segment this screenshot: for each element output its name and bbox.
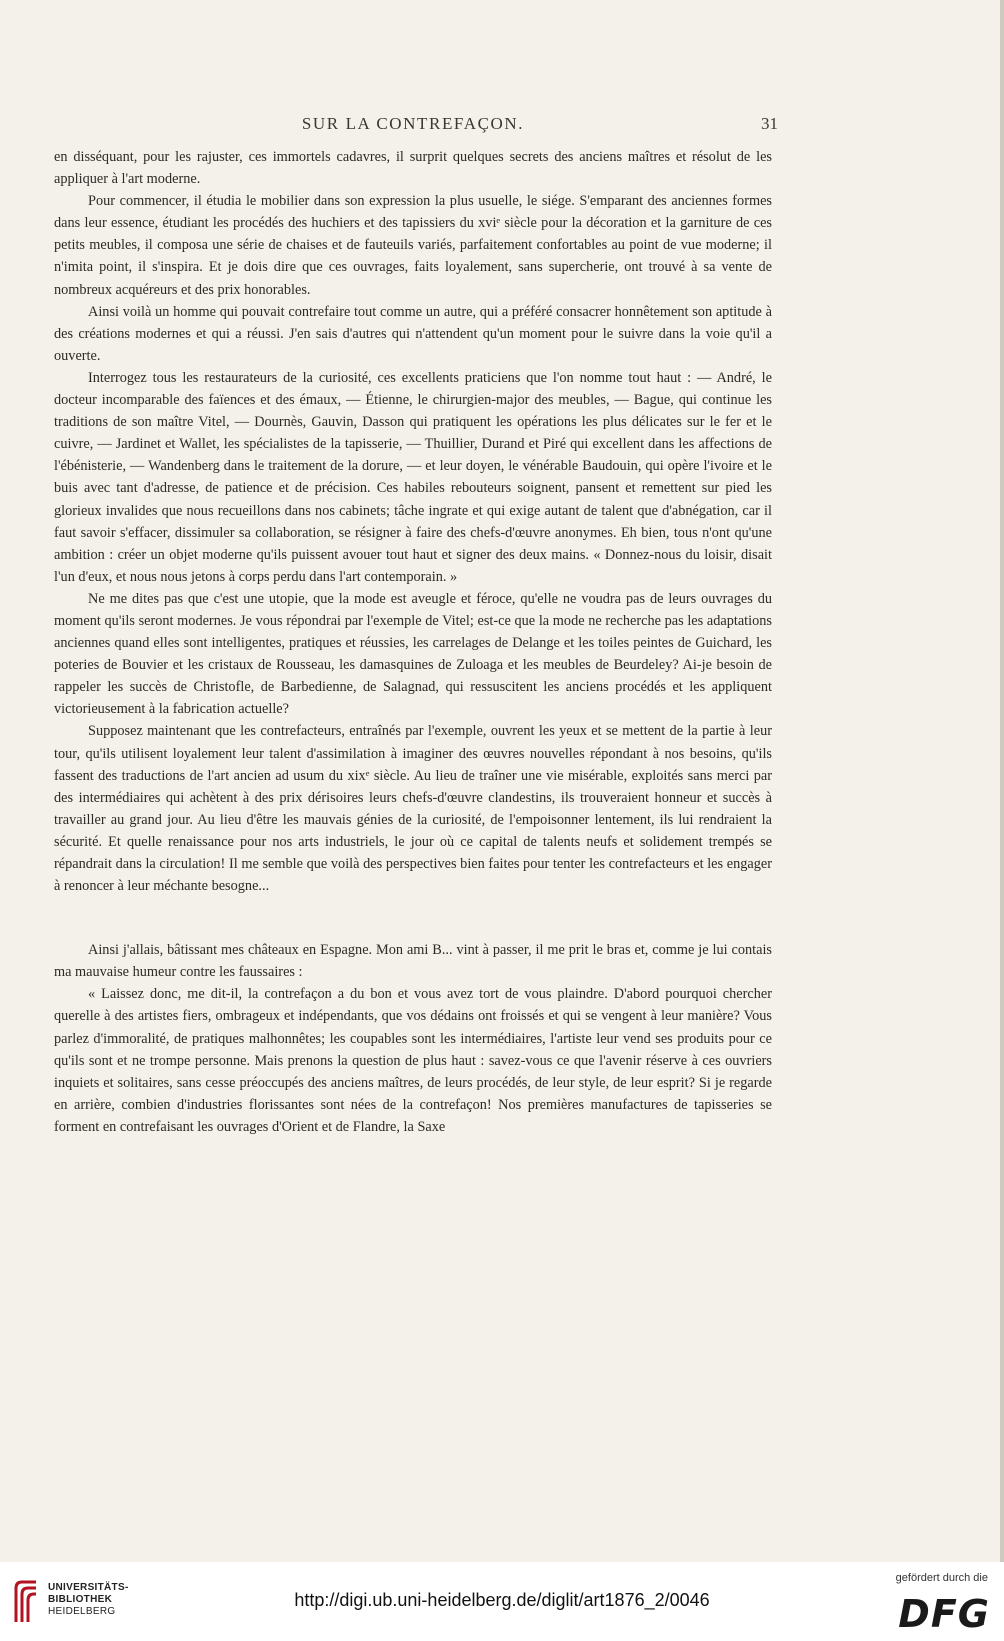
paragraph: Ainsi voilà un homme qui pouvait contrefaire tout comme un autre, qui a préféré consacrer honnêtement son aptitude à des créations modernes et qui a réussi. J'en sais d'autres qui n'attendent qu'un moment pour le suivre dans la voie qu'il a ouverte. bbox=[54, 303, 772, 364]
page-number: 31 bbox=[761, 114, 778, 133]
funded-by-label: gefördert durch die bbox=[895, 1572, 988, 1584]
footer-bar bbox=[0, 1562, 1004, 1641]
library-name: UNIVERSITÄTS- BIBLIOTHEK HEIDELBERG bbox=[48, 1582, 129, 1617]
paragraph: Pour commencer, il étudia le mobilier dans son expression la plus usuelle, le siége. S'emparant des anciennes formes dans leur essence, étudiant les procédés des huchiers et des tapissiers du xviᵉ siècle pour la décoration et la garniture de ces petits meubles, il composa une série de chaises et de fauteuils variés, parfaitement confortables au point de vue moderne; il n'imita point, il s'inspira. Et je dois dire que ces ouvrages, faits loyalement, sans supercherie, ont trouvé à sa vente de nombreux acquéreurs et des prix honorables. bbox=[54, 193, 772, 298]
dfg-logo: DFG bbox=[898, 1592, 990, 1636]
paragraph: en disséquant, pour les rajuster, ces immortels cadavres, il surprit quelques secrets des anciens maîtres et résolut de les appliquer à l'art moderne. bbox=[54, 149, 772, 188]
source-url-link[interactable]: http://digi.ub.uni-heidelberg.de/diglit/art1876_2/0046 bbox=[294, 1590, 710, 1610]
paragraph: Supposez maintenant que les contrefacteurs, entraînés par l'exemple, ouvrent les yeux et se mettent de la partie à leur tour, qu'ils utilisent loyalement leur talent d'assimilation à imaginer des œuvres nouvelles répondant à nos besoins, qu'ils fassent des traductions de l'art ancien ad usum du xixᵉ siècle. Au lieu de traîner une vie misérable, exploités sans merci par des intermédiaires qui achètent à des prix dérisoires leurs chefs-d'œuvre clandestins, ils trouveraient honneur et succès à travailler au grand jour. Au lieu d'être les mauvais génies de la curiosité, de l'empoisonner lentement, ils lui rendraient la sécurité. Et quelle renaissance pour nos arts industriels, le jour où ce capital de talents neufs et solidement trempés se répandrait dans la circulation! Il me semble que voilà des perspectives bien faites pour tenter les contrefacteurs et les engager à renoncer à leur méchante besogne... bbox=[54, 723, 772, 895]
running-head: SUR LA CONTREFAÇON. bbox=[301, 114, 525, 133]
paragraph: Ne me dites pas que c'est une utopie, que la mode est aveugle et féroce, qu'elle ne voudra pas de leurs ouvrages du moment qu'ils seront modernes. Je vous répondrai par l'exemple de Vitel; est-ce que la mode ne recherche pas les adaptations anciennes quand elles sont intelligentes, pratiques et réussies, les carrelages de Delange et les toiles peintes de Guichard, les poteries de Bouvier et les cristaux de Rousseau, les damasquines de Zuloaga et les meubles de Beurdeley? Ai-je besoin de rappeler les succès de Christofle, de Barbedienne, de Salagnad, qui ressuscitent les anciens procédés et les appliquent victorieusement à la fabrication actuelle? bbox=[54, 590, 772, 718]
paragraph: Interrogez tous les restaurateurs de la curiosité, ces excellents praticiens que l'on nomme tout haut : — André, le docteur incomparable des faïences et des émaux, — Étienne, le chirurgien-major des meubles, — Bague, qui continue les traditions de son maître Vitel, — Dournès, Gauvin, Dasson qui pratiquent les opérations les plus délicates sur le fer et le cuivre, — Jardinet et Wallet, les spécialistes de la tapisserie, — Thuillier, Durand et Piré qui excellent dans les affections de l'ébénisterie, — Wandenberg dans le traitement de la dorure, — et leur doyen, le vénérable Baudouin, qui opère l'ivoire et le buis avec tant d'adresse, de patience et de précision. Ces habiles rebouteurs soignent, pansent et remettent sur pied les glorieux invalides que nous recueillons dans nos cabinets; tâche ingrate et qui exige autant de talent que d'abnégation, car il faut savoir s'effacer, dissimuler sa collaboration, se résigner à faire des chefs-d'œuvre anonymes. Eh bien, tous n'ont qu'une ambition : créer un objet moderne qu'ils puissent avouer tout haut et signer des deux mains. « Donnez-nous du loisir, disait l'un d'eux, et nous nous jetons à corps perdu dans l'art contemporain. » bbox=[54, 369, 772, 585]
body-text bbox=[54, 146, 772, 1138]
paragraph: Ainsi j'allais, bâtissant mes châteaux en Espagne. Mon ami B... vint à passer, il me prit le bras et, comme je lui contais ma mauvaise humeur contre les faussaires : bbox=[54, 942, 772, 981]
paragraph: « Laissez donc, me dit-il, la contrefaçon a du bon et vous avez tort de vous plaindre. D'abord pourquoi chercher querelle à des artistes fiers, ombrageux et indépendants, que vos dédains ont froissés et qui se vengent à leur manière? Vous parlez d'immoralité, de pratiques malhonnêtes; les coupables sont les intermédiaires, l'artiste leur vend ses produits pour ce qu'ils sont et ne trompe personne. Mais prenons la question de plus haut : savez-vous ce que l'avenir réserve à ces ouvriers inquiets et solitaires, sans cesse préoccupés des anciens maîtres, de leurs procédés, de leur style, de leur esprit? Si je regarde en arrière, combien d'industries florissantes sont nées de la contrefaçon! Nos premières manufactures de tapisseries se forment en contrefaisant les ouvrages d'Orient et de Flandre, la Saxe bbox=[54, 986, 772, 1135]
running-header bbox=[54, 114, 778, 138]
page-edge bbox=[1000, 0, 1004, 1562]
